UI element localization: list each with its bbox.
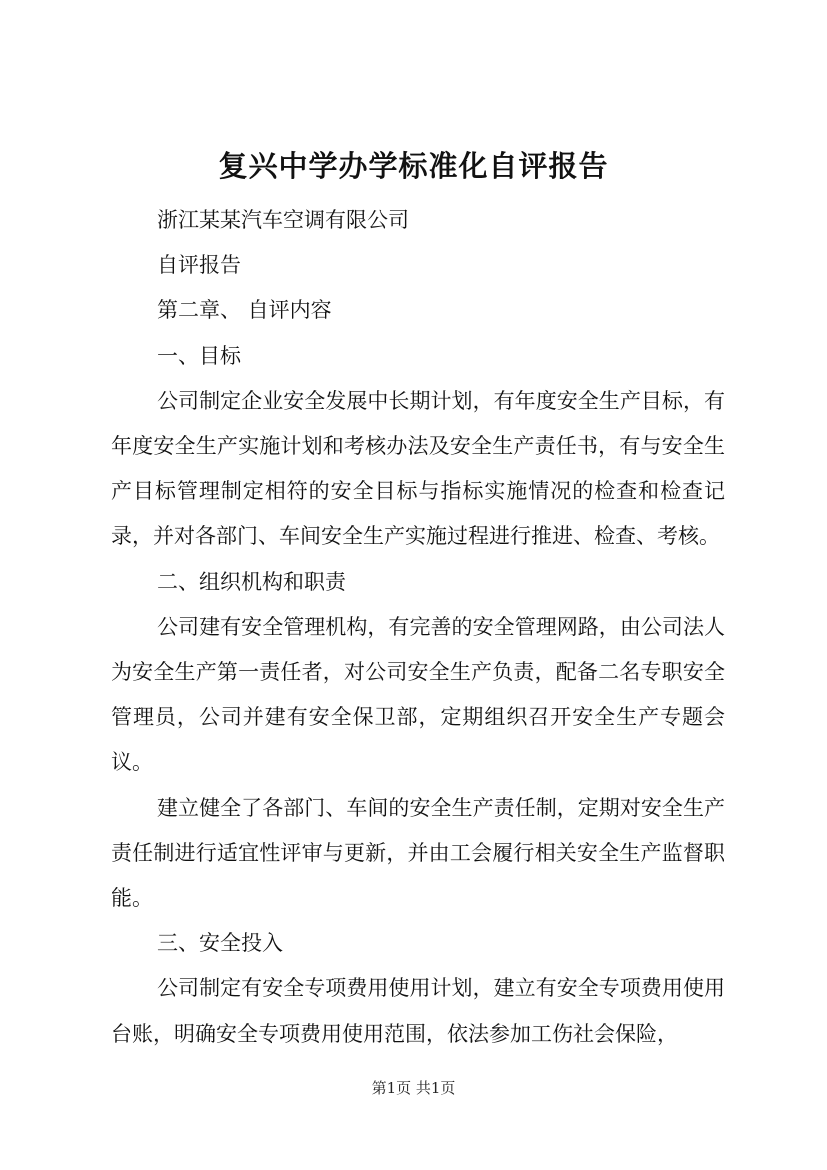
chapter-heading: 第二章、 自评内容 [157,298,332,323]
document-body [111,198,725,1057]
section-heading-goals: 一、目标 [157,343,241,368]
company-name-line: 浙江某某汽车空调有限公司 [157,208,409,232]
document-title: 复兴中学办学标准化自评报告 [218,149,609,183]
paragraph-investment: 公司制定有安全专项费用使用计划，建立有安全专项费用使用台账，明确安全专项费用使用范围，依法参加工伤社会保险， [111,976,725,1046]
section-heading-investment: 三、安全投入 [157,931,283,956]
page-footer: 第1页 共1页 [371,1079,456,1097]
paragraph-goals: 公司制定企业安全发展中长期计划，有年度安全生产目标，有年度安全生产实施计划和考核办法及安全生产责任书，有与安全生产目标管理制定相符的安全目标与指标实施情况的检查和检查记录，并对各部门、车间安全生产实施过程进行推进、检查、考核。 [111,388,725,549]
paragraph-responsibility: 建立健全了各部门、车间的安全生产责任制，定期对安全生产责任制进行适宜性评审与更新，并由工会履行相关安全生产监督职能。 [111,795,725,911]
report-label-line: 自评报告 [157,253,241,278]
paragraph-organization: 公司建有安全管理机构，有完善的安全管理网路，由公司法人为安全生产第一责任者，对公司安全生产负责，配备二名专职安全管理员，公司并建有安全保卫部，定期组织召开安全生产专题会议。 [111,614,725,775]
section-heading-organization: 二、组织机构和职责 [157,569,346,594]
